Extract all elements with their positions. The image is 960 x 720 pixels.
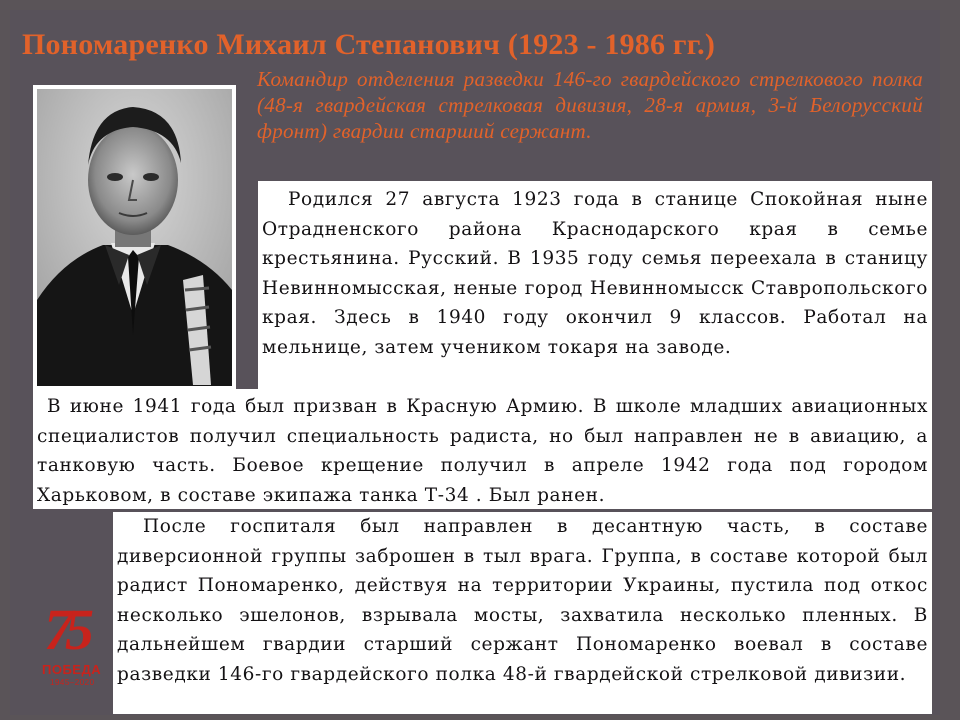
biography-panel-early-life xyxy=(258,181,932,389)
page-title: Пономаренко Михаил Степанович (1923 - 1986 гг.) xyxy=(22,28,716,61)
biography-paragraph-3: После госпиталя был направлен в десантную часть, в составе диверсионной группы заброшен в тыл врага. Группа, в составе которой был радист Пономаренко, действуя на территории Украины, пустила под откос несколько эшелонов, взрывала мосты, захватила несколько пленных. В дальнейшем гвардии старший сержант Пономаренко воевал в составе разведки 146-го гвардейского полка 48-й гвардейской стрелковой дивизии. xyxy=(117,516,928,685)
victory-75-logo xyxy=(40,598,118,698)
logo-years: 1945–2020 xyxy=(50,678,95,687)
biography-panel-service xyxy=(113,512,932,714)
biography-paragraph-2: В июне 1941 года был призван в Красную Армию. В школе младших авиационных специалистов получил специальность радиста, но был направлен не в авиацию, а танковую часть. Боевое крещение получил в апреле 1942 года под городом Харьковом, в составе экипажа танка Т-34 . Был ранен. xyxy=(37,396,928,506)
logo-word: ПОБЕДА xyxy=(42,662,102,677)
portrait-photo xyxy=(33,85,236,390)
biography-panel-conscription xyxy=(33,389,932,509)
rank-subtitle: Командир отделения разведки 146-го гвардейского стрелкового полка (48-я гвардейская стрелковая дивизия, 28-я армия, 3-й Белорусский фронт) гвардии старший сержант. xyxy=(257,67,923,143)
biography-paragraph-1: Родился 27 августа 1923 года в станице Спокойная ныне Отрадненского района Краснодарского края в семье крестьянина. Русский. В 1935 году семья переехала в станицу Невинномысская, неные город Невинномысск Ставропольского края. Здесь в 1940 году окончил 9 классов. Работал на мельнице, затем учеником токаря на заводе. xyxy=(262,189,928,358)
logo-number: 75 xyxy=(44,597,86,662)
